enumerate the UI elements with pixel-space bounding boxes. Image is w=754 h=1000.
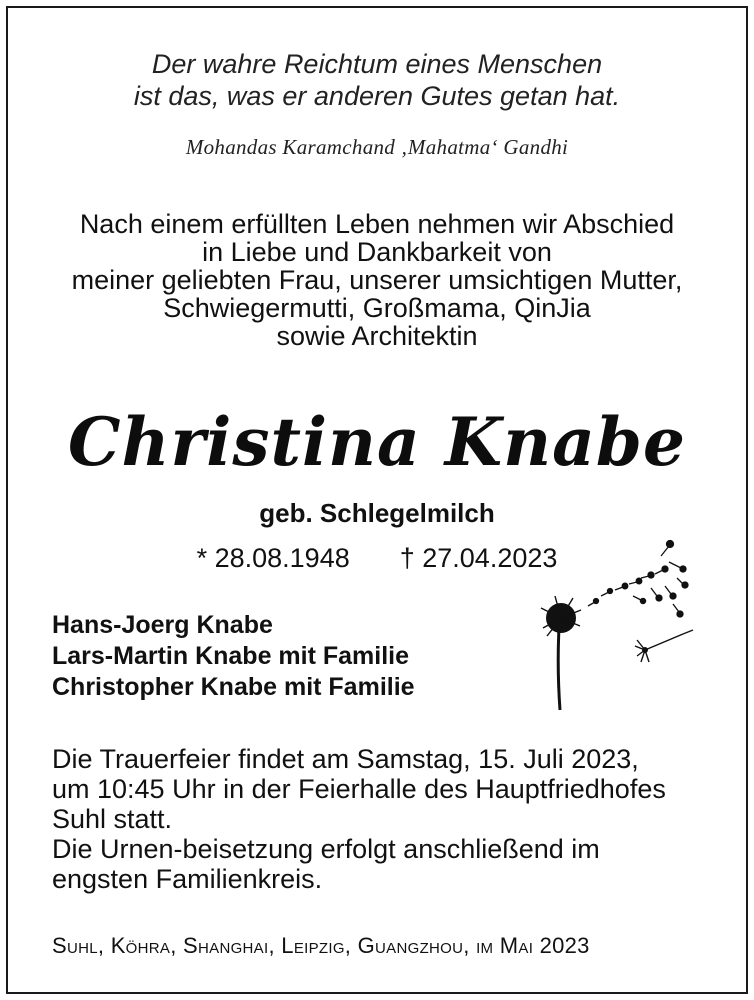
service-line: Suhl statt. <box>52 804 173 834</box>
birth-date: * 28.08.1948 <box>196 543 350 573</box>
places-and-date: Suhl, Köhra, Shanghai, Leipzig, Guangzhou, im Mai 2023 <box>52 933 590 958</box>
maiden-name: geb. Schlegelmilch <box>259 498 495 528</box>
service-info <box>52 744 732 894</box>
quote-line-1: Der wahre Reichtum eines Menschen <box>151 49 603 79</box>
service-line: Die Urnen-beisetzung erfolgt anschließend im <box>52 834 600 864</box>
intro-line: Schwiegermutti, Großmama, QinJia <box>163 293 591 323</box>
mourner: Hans-Joerg Knabe <box>52 611 273 639</box>
service-line: um 10:45 Uhr in der Feierhalle des Hauptfriedhofes <box>52 774 666 804</box>
quote-line-2: ist das, was er anderen Gutes getan hat. <box>133 81 621 111</box>
mourners-list <box>52 610 415 703</box>
mourner: Christopher Knabe mit Familie <box>52 673 415 701</box>
quote-author: Mohandas Karamchand ‚Mahatma‘ Gandhi <box>185 135 569 159</box>
intro-line: in Liebe und Dankbarkeit von <box>202 237 552 267</box>
service-line: engsten Familienkreis. <box>52 864 323 894</box>
intro-line: meiner geliebten Frau, unserer umsichtigen Mutter, <box>71 265 683 295</box>
obituary-notice <box>6 6 748 994</box>
dandelion-icon <box>533 538 698 713</box>
intro-line: Nach einem erfüllten Leben nehmen wir Abschied <box>79 209 675 239</box>
intro-text <box>8 210 746 350</box>
death-date: † 27.04.2023 <box>399 543 558 573</box>
mourner: Lars-Martin Knabe mit Familie <box>52 642 410 670</box>
service-line: Die Trauerfeier findet am Samstag, 15. Juli 2023, <box>52 744 639 774</box>
intro-line: sowie Architektin <box>276 321 478 351</box>
quote <box>8 48 746 112</box>
deceased-name: Christina Knabe <box>67 403 687 481</box>
